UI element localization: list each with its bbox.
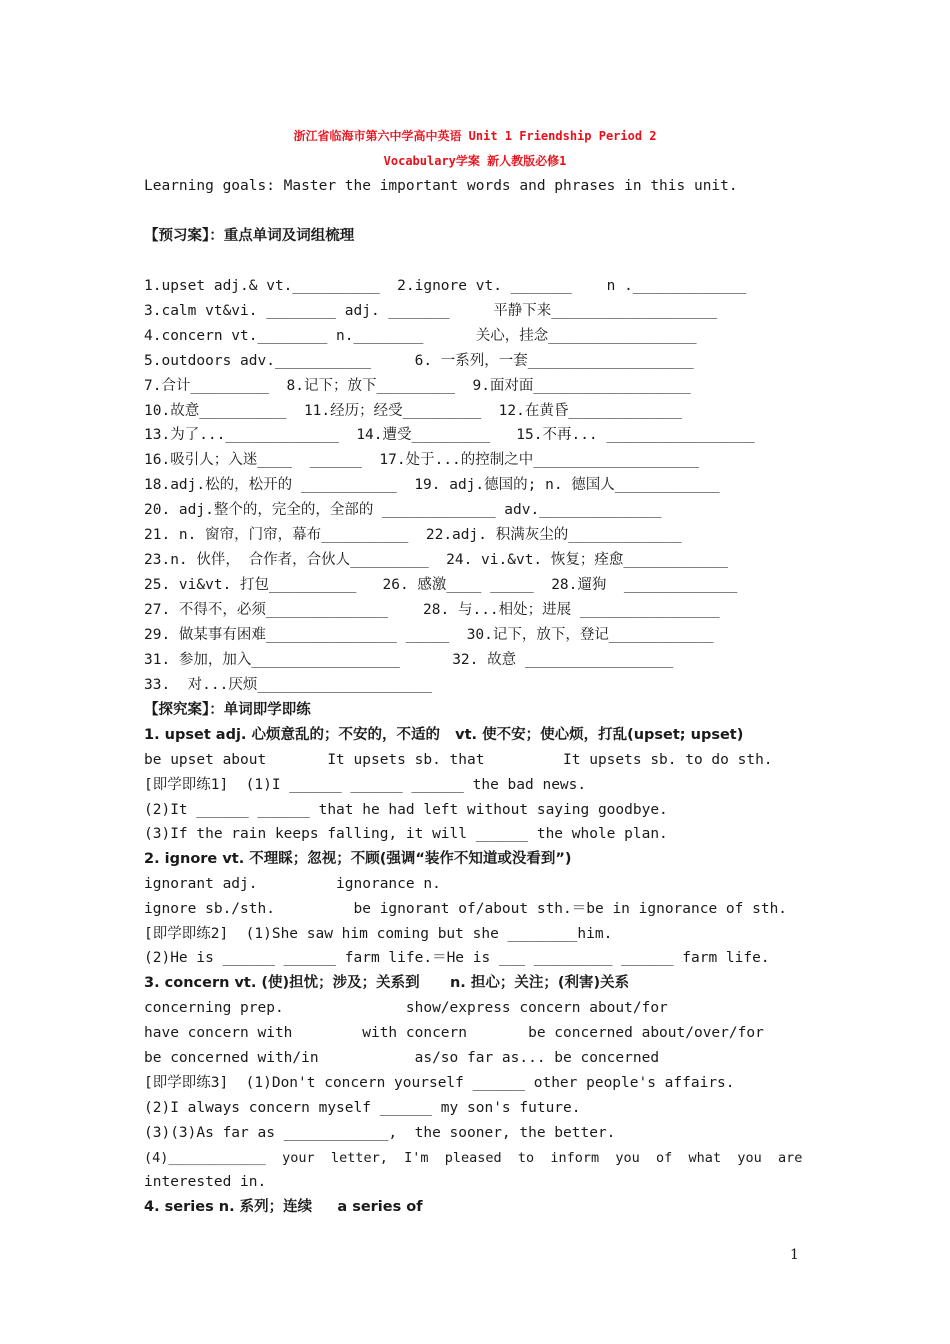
- item-3-line: interested in.: [144, 1174, 267, 1190]
- item-2-heading: 2. ignore vt. 不理睬；忽视；不顾(强调“装作不知道或没看到”): [144, 851, 572, 867]
- item-2-line: (2)He is ______ ______ farm life.＝He is ___ _________ ______ farm life.: [144, 950, 770, 966]
- doc-title-line-2: Vocabulary学案 新人教版必修1: [383, 154, 567, 168]
- vocab-line: 20. adj.整个的，完全的，全部的 _____________ adv.______________: [144, 502, 662, 518]
- item-2-line: [即学即练2] (1)She saw him coming but she ________him.: [144, 926, 613, 942]
- item-1-line: (2)It ______ ______ that he had left without saying goodbye.: [144, 802, 668, 818]
- item-3-line: (4)____________ your letter, I'm pleased to inform you of what you are: [144, 1150, 803, 1166]
- vocab-line: 7.合计_________ 8.记下；放下_________ 9.面对面__________________: [144, 378, 691, 394]
- vocab-line: 27. 不得不，必须______________ 28. 与...相处；进展 ________________: [144, 602, 720, 618]
- learning-goals: Learning goals: Master the important words and phrases in this unit.: [144, 178, 738, 194]
- vocab-line: 29. 做某事有困难_______________ _____ 30.记下，放下，登记____________: [144, 627, 714, 643]
- item-3-line: (3)(3)As far as ____________, the sooner, the better.: [144, 1125, 616, 1141]
- vocab-line: 21. n. 窗帘，门帘，幕布__________ 22.adj. 积满灰尘的_____________: [144, 527, 682, 543]
- vocab-line: 23.n. 伙伴， 合作者，合伙人_________ 24. vi.&vt. 恢复；痊愈____________: [144, 552, 729, 568]
- item-3-line: [即学即练3] (1)Don't concern yourself ______ other people's affairs.: [144, 1075, 735, 1091]
- page-number: 1: [790, 1247, 799, 1263]
- vocab-line: 16.吸引人；入迷____ ______ 17.处于...的控制之中___________________: [144, 452, 700, 468]
- vocab-line: 4.concern vt.________ n.________ 关心，挂念_________________: [144, 328, 697, 344]
- vocab-line: 18.adj.松的，松开的 ___________ 19. adj.德国的; n. 德国人____________: [144, 477, 720, 493]
- vocab-line: 10.故意__________ 11.经历；经受_________ 12.在黄昏_____________: [144, 403, 682, 419]
- item-2-line: ignorant adj. ignorance n.: [144, 876, 441, 892]
- vocab-line: 25. vi&vt. 打包__________ 26. 感激____ _____ 28.遛狗 _____________: [144, 577, 738, 593]
- doc-title-line-1: 浙江省临海市第六中学高中英语 Unit 1 Friendship Period 2: [293, 129, 657, 143]
- vocab-line: 1.upset adj.& vt.__________ 2.ignore vt. _______ n ._____________: [144, 278, 747, 294]
- item-1-line: [即学即练1] (1)I ______ ______ ______ the bad news.: [144, 777, 587, 793]
- explore-heading: 【探究案】：单词即学即练: [144, 702, 311, 718]
- item-1-line: (3)If the rain keeps falling, it will ______ the whole plan.: [144, 826, 668, 842]
- item-3-line: (2)I always concern myself ______ my son's future.: [144, 1100, 581, 1116]
- vocab-line: 3.calm vt&vi. ________ adj. _______ 平静下来___________________: [144, 303, 718, 319]
- item-3-line: concerning prep. show/express concern about/for: [144, 1000, 668, 1016]
- item-3-line: have concern with with concern be concerned about/over/for: [144, 1025, 764, 1041]
- item-1-heading: 1. upset adj. 心烦意乱的；不安的，不适的 vt. 使不安；使心烦，打乱(upset; upset): [144, 727, 744, 743]
- vocab-line: 13.为了..._____________ 14.遭受_________ 15.不再... _________________: [144, 427, 755, 443]
- item-3-heading: 3. concern vt. (使)担忧；涉及；关系到 n. 担心；关注；(利害)关系: [144, 975, 630, 991]
- preview-heading: 【预习案】：重点单词及词组梳理: [144, 228, 355, 244]
- vocab-line: 31. 参加，加入_________________ 32. 故意 _________________: [144, 652, 674, 668]
- item-4-heading: 4. series n. 系列；连续 a series of: [144, 1199, 423, 1215]
- item-1-line: be upset about It upsets sb. that It upsets sb. to do sth.: [144, 752, 773, 768]
- vocab-line: 5.outdoors adv.___________ 6. 一系列，一套___________________: [144, 353, 694, 369]
- vocab-line: 33. 对...厌烦____________________: [144, 677, 432, 693]
- item-3-line: be concerned with/in as/so far as... be concerned: [144, 1050, 660, 1066]
- item-2-line: ignore sb./sth. be ignorant of/about sth.＝be in ignorance of sth.: [144, 901, 788, 917]
